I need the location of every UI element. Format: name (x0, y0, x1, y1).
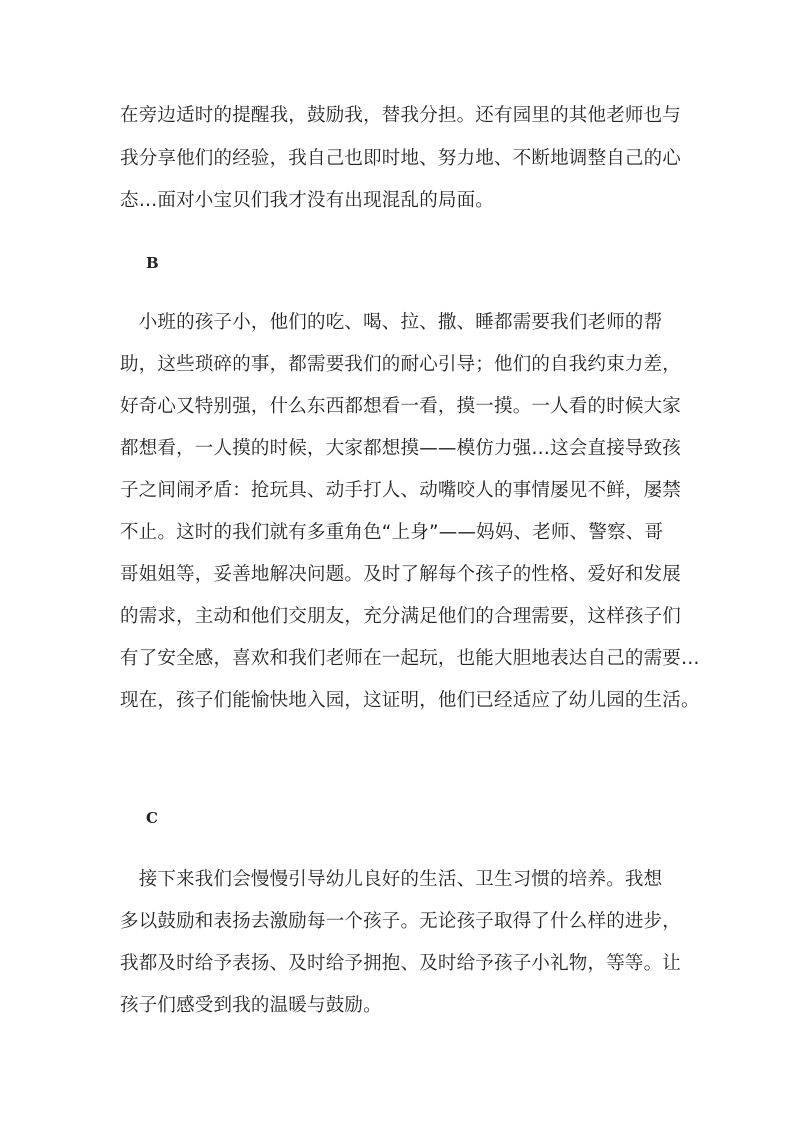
paragraph-line: 哥姐姐等，妥善地解决问题。及时了解每个孩子的性格、爱好和发展 (120, 564, 682, 585)
paragraph-line: 不止。这时的我们就有多重角色“上身”——妈妈、老师、警察、哥 (120, 522, 664, 543)
paragraph-line: 接下来我们会慢慢引导幼儿良好的生活、卫生习惯的培养。我想 (120, 869, 663, 890)
paragraph-line: 的需求，主动和他们交朋友，充分满足他们的合理需要，这样孩子们 (120, 606, 682, 627)
paragraph-line: 现在，孩子们能愉快地入园，这证明，他们已经适应了幼儿园的生活。 (120, 690, 700, 711)
paragraph-line: 孩子们感受到我的温暖与鼓励。 (120, 995, 382, 1016)
section-b-heading: B (146, 254, 159, 272)
paragraph-line: 我分享他们的经验，我自己也即时地、努力地、不断地调整自己的心 (120, 148, 682, 169)
section-c-heading: C (146, 809, 158, 827)
paragraph-line: 有了安全感，喜欢和我们老师在一起玩，也能大胆地表达自己的需要… (120, 648, 700, 669)
paragraph-line: 都想看，一人摸的时候，大家都想摸——模仿力强…这会直接导致孩 (120, 438, 682, 459)
paragraph-line: 态…面对小宝贝们我才没有出现混乱的局面。 (120, 190, 495, 211)
paragraph-line: 好奇心又特别强，什么东西都想看一看，摸一摸。一人看的时候大家 (120, 396, 682, 417)
paragraph-line: 我都及时给予表扬、及时给予拥抱、及时给予孩子小礼物，等等。让 (120, 953, 682, 974)
paragraph-line: 子之间闹矛盾：抢玩具、动手打人、动嘴咬人的事情屡见不鲜，屡禁 (120, 480, 682, 501)
paragraph-line: 助，这些琐碎的事，都需要我们的耐心引导；他们的自我约束力差， (120, 354, 682, 375)
paragraph-line: 多以鼓励和表扬去激励每一个孩子。无论孩子取得了什么样的进步， (120, 911, 682, 932)
paragraph-line: 在旁边适时的提醒我，鼓励我，替我分担。还有园里的其他老师也与 (120, 105, 682, 126)
paragraph-line: 小班的孩子小，他们的吃、喝、拉、撒、睡都需要我们老师的帮 (120, 312, 663, 333)
